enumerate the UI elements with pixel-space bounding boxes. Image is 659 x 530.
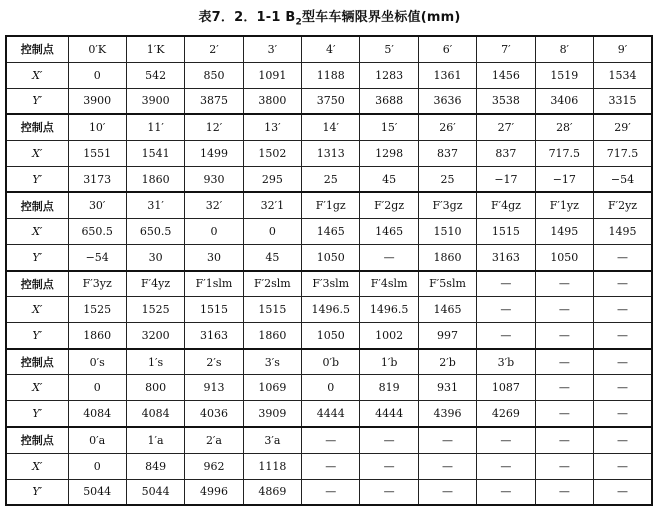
coordinate-cell: 4869 [243, 479, 301, 505]
control-point-cell: 13′ [243, 114, 301, 140]
coordinate-cell: −54 [594, 166, 652, 192]
coordinate-cell: 1465 [302, 218, 360, 244]
control-point-cell: 3′ [243, 36, 301, 62]
coordinate-cell: 1069 [243, 375, 301, 401]
coordinate-cell: — [594, 375, 652, 401]
row-label-control-point: 控制点 [6, 271, 68, 297]
limit-coordinate-table [5, 35, 653, 506]
coordinate-cell: 962 [185, 453, 243, 479]
table-title [0, 6, 659, 28]
coordinate-cell: 45 [243, 244, 301, 270]
coordinate-cell: — [360, 479, 418, 505]
row-label-axis: Y′ [6, 323, 68, 349]
row-label-axis: X′ [6, 297, 68, 323]
control-point-cell: — [535, 271, 593, 297]
control-point-cell: — [594, 349, 652, 375]
coordinate-cell: 3688 [360, 88, 418, 114]
coordinate-cell: — [535, 401, 593, 427]
coordinate-cell: 650.5 [68, 218, 126, 244]
coordinate-cell: — [594, 453, 652, 479]
coordinate-cell: 1515 [185, 297, 243, 323]
coordinate-cell: 3406 [535, 88, 593, 114]
coordinate-cell: — [302, 479, 360, 505]
coordinate-cell: 717.5 [535, 140, 593, 166]
coordinate-cell: 3315 [594, 88, 652, 114]
coordinate-cell: 1860 [68, 323, 126, 349]
coordinate-cell: 1050 [302, 323, 360, 349]
row-label-axis: X′ [6, 218, 68, 244]
coordinate-cell: — [360, 453, 418, 479]
control-point-cell: — [594, 271, 652, 297]
control-point-cell: — [477, 427, 535, 453]
coordinate-cell: 4036 [185, 401, 243, 427]
coordinate-cell: 1534 [594, 62, 652, 88]
control-point-cell: 8′ [535, 36, 593, 62]
coordinate-cell: 4269 [477, 401, 535, 427]
control-point-cell: 2′b [418, 349, 476, 375]
control-point-cell: 28′ [535, 114, 593, 140]
control-point-cell: 5′ [360, 36, 418, 62]
control-point-cell: 0′K [68, 36, 126, 62]
row-label-axis: Y′ [6, 479, 68, 505]
control-point-cell: F′2slm [243, 271, 301, 297]
coordinate-cell: 1313 [302, 140, 360, 166]
coordinate-cell: 837 [477, 140, 535, 166]
coordinate-cell: 1495 [594, 218, 652, 244]
coordinate-cell: — [418, 453, 476, 479]
coordinate-cell: 3900 [126, 88, 184, 114]
coordinate-cell: 3909 [243, 401, 301, 427]
row-label-control-point: 控制点 [6, 192, 68, 218]
coordinate-cell: — [360, 244, 418, 270]
row-label-axis: Y′ [6, 244, 68, 270]
row-label-control-point: 控制点 [6, 114, 68, 140]
control-point-cell: F′1slm [185, 271, 243, 297]
coordinate-cell: 997 [418, 323, 476, 349]
control-point-cell: F′5slm [418, 271, 476, 297]
coordinate-cell: 3163 [477, 244, 535, 270]
control-point-cell: 3′a [243, 427, 301, 453]
table-row [6, 88, 652, 114]
control-point-cell: 15′ [360, 114, 418, 140]
control-point-cell: 29′ [594, 114, 652, 140]
coordinate-cell: 1087 [477, 375, 535, 401]
coordinate-cell: — [477, 323, 535, 349]
coordinate-cell: 0 [68, 62, 126, 88]
control-point-cell: F′1yz [535, 192, 593, 218]
coordinate-cell: 3200 [126, 323, 184, 349]
coordinate-cell: 1515 [477, 218, 535, 244]
control-point-cell: 1′b [360, 349, 418, 375]
control-point-cell: — [535, 427, 593, 453]
coordinate-cell: 837 [418, 140, 476, 166]
coordinate-cell: 819 [360, 375, 418, 401]
coordinate-cell: 3173 [68, 166, 126, 192]
coordinate-cell: — [477, 297, 535, 323]
coordinate-cell: — [594, 323, 652, 349]
coordinate-cell: 0 [68, 453, 126, 479]
control-point-cell: — [477, 271, 535, 297]
control-point-cell: 0′s [68, 349, 126, 375]
coordinate-cell: 3750 [302, 88, 360, 114]
coordinate-cell: −17 [535, 166, 593, 192]
coordinate-cell: — [535, 375, 593, 401]
coordinate-cell: 30 [185, 244, 243, 270]
coordinate-cell: 1118 [243, 453, 301, 479]
control-point-cell: 27′ [477, 114, 535, 140]
row-label-control-point: 控制点 [6, 427, 68, 453]
table-row [6, 323, 652, 349]
coordinate-cell: — [418, 479, 476, 505]
coordinate-cell: 3163 [185, 323, 243, 349]
table-row [6, 453, 652, 479]
coordinate-cell: 4084 [68, 401, 126, 427]
coordinate-cell: 1860 [418, 244, 476, 270]
row-label-control-point: 控制点 [6, 36, 68, 62]
table-row [6, 218, 652, 244]
coordinate-cell: 800 [126, 375, 184, 401]
row-label-axis: X′ [6, 140, 68, 166]
coordinate-cell: 4396 [418, 401, 476, 427]
control-point-cell: 26′ [418, 114, 476, 140]
control-point-cell: F′4slm [360, 271, 418, 297]
control-point-cell: — [594, 427, 652, 453]
control-point-cell: 6′ [418, 36, 476, 62]
control-point-cell: F′1gz [302, 192, 360, 218]
coordinate-cell: 1496.5 [360, 297, 418, 323]
coordinate-cell: 5044 [126, 479, 184, 505]
coordinate-cell: 295 [243, 166, 301, 192]
coordinate-cell: 1860 [243, 323, 301, 349]
coordinate-cell: 1456 [477, 62, 535, 88]
control-point-cell: 3′s [243, 349, 301, 375]
control-point-cell: 7′ [477, 36, 535, 62]
coordinate-cell: — [477, 479, 535, 505]
row-label-axis: X′ [6, 62, 68, 88]
control-point-cell: 2′s [185, 349, 243, 375]
table-row [6, 140, 652, 166]
control-point-cell: 11′ [126, 114, 184, 140]
row-label-axis: Y′ [6, 166, 68, 192]
table-title-prefix: 表7．2．1-1 B [198, 10, 296, 25]
table-row [6, 401, 652, 427]
table-body [6, 36, 652, 505]
coordinate-cell: 4444 [360, 401, 418, 427]
table-header-row [6, 271, 652, 297]
coordinate-cell: −54 [68, 244, 126, 270]
coordinate-cell: 849 [126, 453, 184, 479]
control-point-cell: 30′ [68, 192, 126, 218]
table-row [6, 244, 652, 270]
table-row [6, 375, 652, 401]
control-point-cell: — [302, 427, 360, 453]
table-header-row [6, 192, 652, 218]
control-point-cell: 2′ [185, 36, 243, 62]
coordinate-cell: 1283 [360, 62, 418, 88]
coordinate-cell: — [535, 453, 593, 479]
table-row [6, 166, 652, 192]
coordinate-cell: 1298 [360, 140, 418, 166]
coordinate-cell: 717.5 [594, 140, 652, 166]
table-header-row [6, 349, 652, 375]
coordinate-cell: 0 [243, 218, 301, 244]
row-label-axis: X′ [6, 375, 68, 401]
coordinate-cell: 1551 [68, 140, 126, 166]
coordinate-cell: 25 [418, 166, 476, 192]
coordinate-cell: 1515 [243, 297, 301, 323]
coordinate-cell: 930 [185, 166, 243, 192]
coordinate-cell: 3900 [68, 88, 126, 114]
table-title-subscript: 2 [295, 17, 302, 28]
control-point-cell: 32′ [185, 192, 243, 218]
coordinate-cell: 45 [360, 166, 418, 192]
coordinate-cell: 1525 [68, 297, 126, 323]
control-point-cell: 1′a [126, 427, 184, 453]
row-label-control-point: 控制点 [6, 349, 68, 375]
coordinate-cell: 3538 [477, 88, 535, 114]
coordinate-cell: 1361 [418, 62, 476, 88]
coordinate-cell: −17 [477, 166, 535, 192]
control-point-cell: 9′ [594, 36, 652, 62]
coordinate-cell: 850 [185, 62, 243, 88]
coordinate-cell: 3800 [243, 88, 301, 114]
table-title-suffix: 型车车辆限界坐标值(mm) [301, 10, 461, 25]
coordinate-cell: 1050 [535, 244, 593, 270]
coordinate-cell: 0 [68, 375, 126, 401]
row-label-axis: Y′ [6, 401, 68, 427]
control-point-cell: 0′b [302, 349, 360, 375]
coordinate-cell: 4444 [302, 401, 360, 427]
table-row [6, 62, 652, 88]
coordinate-cell: 1860 [126, 166, 184, 192]
control-point-cell: F′3gz [418, 192, 476, 218]
control-point-cell: 10′ [68, 114, 126, 140]
row-label-axis: Y′ [6, 88, 68, 114]
coordinate-cell: 1496.5 [302, 297, 360, 323]
coordinate-cell: 542 [126, 62, 184, 88]
control-point-cell: 1′K [126, 36, 184, 62]
control-point-cell: 3′b [477, 349, 535, 375]
coordinate-cell: — [594, 401, 652, 427]
control-point-cell: — [360, 427, 418, 453]
coordinate-cell: 3875 [185, 88, 243, 114]
coordinate-cell: 650.5 [126, 218, 184, 244]
control-point-cell: 14′ [302, 114, 360, 140]
coordinate-cell: — [302, 453, 360, 479]
control-point-cell: F′3slm [302, 271, 360, 297]
coordinate-cell: 4084 [126, 401, 184, 427]
control-point-cell: 1′s [126, 349, 184, 375]
coordinate-cell: — [535, 297, 593, 323]
coordinate-cell: — [535, 323, 593, 349]
coordinate-cell: — [477, 453, 535, 479]
control-point-cell: F′2yz [594, 192, 652, 218]
coordinate-cell: — [594, 297, 652, 323]
control-point-cell: 4′ [302, 36, 360, 62]
control-point-cell: F′4yz [126, 271, 184, 297]
table-header-row [6, 114, 652, 140]
control-point-cell: F′2gz [360, 192, 418, 218]
table-row [6, 479, 652, 505]
coordinate-cell: 0 [302, 375, 360, 401]
control-point-cell: F′3yz [68, 271, 126, 297]
coordinate-cell: 1002 [360, 323, 418, 349]
coordinate-cell: 1499 [185, 140, 243, 166]
coordinate-cell: 0 [185, 218, 243, 244]
control-point-cell: F′4gz [477, 192, 535, 218]
row-label-axis: X′ [6, 453, 68, 479]
coordinate-cell: — [535, 479, 593, 505]
table-header-row [6, 427, 652, 453]
coordinate-cell: 1510 [418, 218, 476, 244]
control-point-cell: 12′ [185, 114, 243, 140]
table-row [6, 297, 652, 323]
coordinate-cell: 1525 [126, 297, 184, 323]
coordinate-cell: 1091 [243, 62, 301, 88]
coordinate-cell: 3636 [418, 88, 476, 114]
coordinate-cell: 1519 [535, 62, 593, 88]
control-point-cell: — [535, 349, 593, 375]
coordinate-cell: 1502 [243, 140, 301, 166]
coordinate-cell: — [594, 479, 652, 505]
coordinate-cell: 30 [126, 244, 184, 270]
coordinate-cell: 5044 [68, 479, 126, 505]
coordinate-cell: 25 [302, 166, 360, 192]
control-point-cell: 31′ [126, 192, 184, 218]
coordinate-cell: 1188 [302, 62, 360, 88]
control-point-cell: 2′a [185, 427, 243, 453]
coordinate-cell: 913 [185, 375, 243, 401]
coordinate-cell: 1465 [360, 218, 418, 244]
control-point-cell: — [418, 427, 476, 453]
coordinate-cell: — [594, 244, 652, 270]
coordinate-cell: 1495 [535, 218, 593, 244]
coordinate-cell: 1465 [418, 297, 476, 323]
table-header-row [6, 36, 652, 62]
control-point-cell: 0′a [68, 427, 126, 453]
coordinate-cell: 4996 [185, 479, 243, 505]
coordinate-cell: 931 [418, 375, 476, 401]
coordinate-cell: 1541 [126, 140, 184, 166]
control-point-cell: 32′1 [243, 192, 301, 218]
coordinate-cell: 1050 [302, 244, 360, 270]
